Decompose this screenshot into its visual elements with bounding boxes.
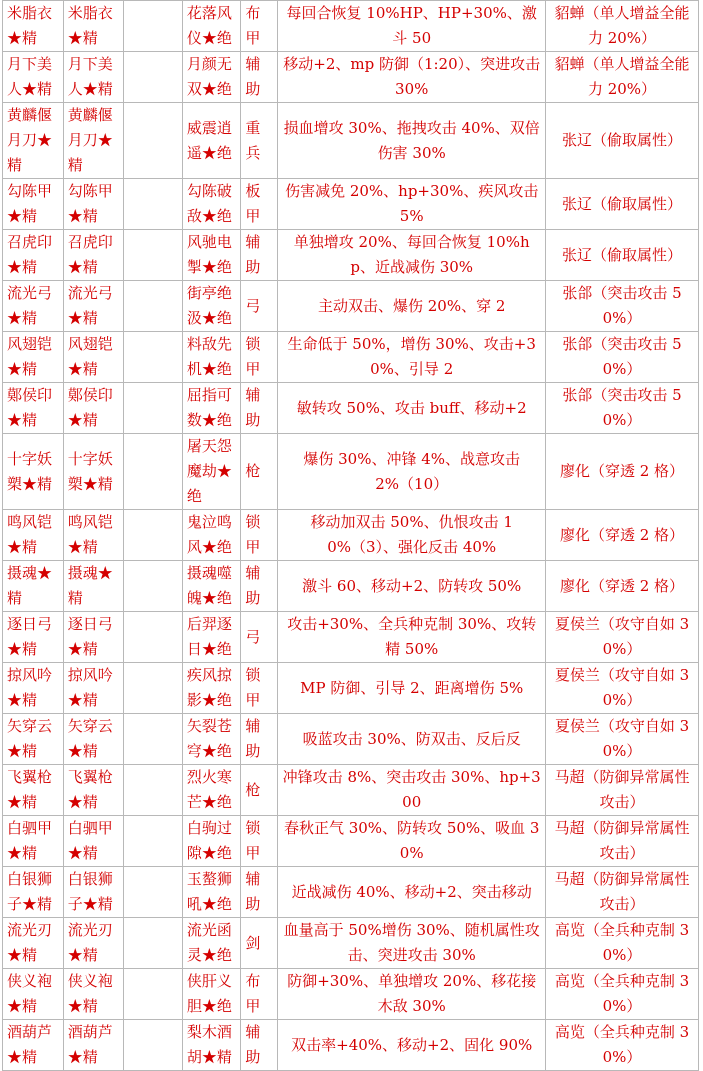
spacer-cell bbox=[124, 230, 182, 281]
equip-name-cell: 掠风吟★精 bbox=[3, 663, 64, 714]
effect-cell: 移动加双击 50%、仇恨攻击 10%（3）、强化反击 40% bbox=[278, 510, 546, 561]
equip-name-alt-cell: 白驷甲★精 bbox=[63, 816, 124, 867]
spacer-cell bbox=[124, 383, 182, 434]
equip-type-cell: 重兵 bbox=[241, 103, 278, 179]
spacer-cell bbox=[124, 663, 182, 714]
table-row bbox=[3, 332, 699, 383]
equip-name-cell: 白驷甲★精 bbox=[3, 816, 64, 867]
equip-name-alt-cell: 白银狮子★精 bbox=[63, 867, 124, 918]
equip-name-cell: 流光刃★精 bbox=[3, 918, 64, 969]
effect-cell: 防御+30%、单独增攻 20%、移花接木敌 30% bbox=[278, 969, 546, 1020]
awakened-name-cell: 花落风仪★绝 bbox=[182, 1, 240, 52]
spacer-cell bbox=[124, 918, 182, 969]
spacer-cell bbox=[124, 1020, 182, 1071]
general-note-cell: 高览（全兵种克制 30%） bbox=[546, 918, 699, 969]
spacer-cell bbox=[124, 867, 182, 918]
spacer-cell bbox=[124, 765, 182, 816]
general-note-cell: 廖化（穿透 2 格） bbox=[546, 561, 699, 612]
equip-name-cell: 摄魂★精 bbox=[3, 561, 64, 612]
equip-type-cell: 剑 bbox=[241, 918, 278, 969]
awakened-name-cell: 月颜无双★绝 bbox=[182, 52, 240, 103]
equip-name-alt-cell: 飞翼枪★精 bbox=[63, 765, 124, 816]
effect-cell: 冲锋攻击 8%、突击攻击 30%、hp+300 bbox=[278, 765, 546, 816]
awakened-name-cell: 疾风掠影★绝 bbox=[182, 663, 240, 714]
effect-cell: MP 防御、引导 2、距离增伤 5% bbox=[278, 663, 546, 714]
general-note-cell: 张辽（偷取属性） bbox=[546, 179, 699, 230]
table-row bbox=[3, 969, 699, 1020]
table-row bbox=[3, 1, 699, 52]
equip-type-cell: 辅助 bbox=[241, 383, 278, 434]
table-row bbox=[3, 867, 699, 918]
equip-name-alt-cell: 酒葫芦★精 bbox=[63, 1020, 124, 1071]
awakened-name-cell: 鬼泣鸣风★绝 bbox=[182, 510, 240, 561]
equip-type-cell: 辅助 bbox=[241, 230, 278, 281]
awakened-name-cell: 摄魂噬魄★绝 bbox=[182, 561, 240, 612]
general-note-cell: 张辽（偷取属性） bbox=[546, 103, 699, 179]
awakened-name-cell: 风驰电掣★绝 bbox=[182, 230, 240, 281]
general-note-cell: 高览（全兵种克制 30%） bbox=[546, 969, 699, 1020]
equip-type-cell: 板甲 bbox=[241, 179, 278, 230]
equip-name-alt-cell: 流光弓★精 bbox=[63, 281, 124, 332]
equip-name-alt-cell: 鸣风铠★精 bbox=[63, 510, 124, 561]
equip-name-alt-cell: 米脂衣★精 bbox=[63, 1, 124, 52]
general-note-cell: 夏侯兰（攻守自如 30%） bbox=[546, 714, 699, 765]
table-row bbox=[3, 103, 699, 179]
general-note-cell: 张郃（突击攻击 50%） bbox=[546, 281, 699, 332]
spacer-cell bbox=[124, 179, 182, 230]
equip-name-alt-cell: 十字妖槊★精 bbox=[63, 434, 124, 510]
spacer-cell bbox=[124, 969, 182, 1020]
effect-cell: 春秋正气 30%、防转攻 50%、吸血 30% bbox=[278, 816, 546, 867]
equip-name-cell: 月下美人★精 bbox=[3, 52, 64, 103]
awakened-name-cell: 侠肝义胆★绝 bbox=[182, 969, 240, 1020]
effect-cell: 近战减伤 40%、移动+2、突击移动 bbox=[278, 867, 546, 918]
awakened-name-cell: 屠天怨魔劫★绝 bbox=[182, 434, 240, 510]
spacer-cell bbox=[124, 1, 182, 52]
equip-name-alt-cell: 召虎印★精 bbox=[63, 230, 124, 281]
equipment-table bbox=[2, 0, 699, 1071]
equip-name-alt-cell: 侠义袍★精 bbox=[63, 969, 124, 1020]
equip-name-alt-cell: 风翅铠★精 bbox=[63, 332, 124, 383]
effect-cell: 单独增攻 20%、每回合恢复 10%hp、近战减伤 30% bbox=[278, 230, 546, 281]
table-row bbox=[3, 663, 699, 714]
general-note-cell: 张郃（突击攻击 50%） bbox=[546, 383, 699, 434]
equip-name-cell: 白银狮子★精 bbox=[3, 867, 64, 918]
general-note-cell: 张郃（突击攻击 50%） bbox=[546, 332, 699, 383]
awakened-name-cell: 白驹过隙★绝 bbox=[182, 816, 240, 867]
awakened-name-cell: 矢裂苍穹★绝 bbox=[182, 714, 240, 765]
table-row bbox=[3, 281, 699, 332]
equip-type-cell: 辅助 bbox=[241, 1020, 278, 1071]
equip-type-cell: 弓 bbox=[241, 281, 278, 332]
equip-type-cell: 枪 bbox=[241, 765, 278, 816]
equip-name-alt-cell: 流光刃★精 bbox=[63, 918, 124, 969]
table-row bbox=[3, 434, 699, 510]
equip-name-cell: 飞翼枪★精 bbox=[3, 765, 64, 816]
equip-type-cell: 辅助 bbox=[241, 561, 278, 612]
general-note-cell: 夏侯兰（攻守自如 30%） bbox=[546, 663, 699, 714]
equip-type-cell: 弓 bbox=[241, 612, 278, 663]
general-note-cell: 貂蝉（单人增益全能力 20%） bbox=[546, 1, 699, 52]
spacer-cell bbox=[124, 434, 182, 510]
awakened-name-cell: 屈指可数★绝 bbox=[182, 383, 240, 434]
equip-type-cell: 枪 bbox=[241, 434, 278, 510]
equip-name-alt-cell: 黄麟偃月刀★精 bbox=[63, 103, 124, 179]
general-note-cell: 廖化（穿透 2 格） bbox=[546, 434, 699, 510]
effect-cell: 每回合恢复 10%HP、HP+30%、激斗 50 bbox=[278, 1, 546, 52]
equip-name-cell: 风翅铠★精 bbox=[3, 332, 64, 383]
equip-type-cell: 布甲 bbox=[241, 1, 278, 52]
table-row bbox=[3, 52, 699, 103]
general-note-cell: 貂蝉（单人增益全能力 20%） bbox=[546, 52, 699, 103]
effect-cell: 主动双击、爆伤 20%、穿 2 bbox=[278, 281, 546, 332]
equip-name-alt-cell: 勾陈甲★精 bbox=[63, 179, 124, 230]
equipment-table-body bbox=[3, 1, 699, 1071]
awakened-name-cell: 街亭绝汲★绝 bbox=[182, 281, 240, 332]
table-row bbox=[3, 918, 699, 969]
equip-name-alt-cell: 掠风吟★精 bbox=[63, 663, 124, 714]
effect-cell: 伤害减免 20%、hp+30%、疾风攻击 5% bbox=[278, 179, 546, 230]
general-note-cell: 马超（防御异常属性攻击） bbox=[546, 765, 699, 816]
awakened-name-cell: 勾陈破敌★绝 bbox=[182, 179, 240, 230]
spacer-cell bbox=[124, 612, 182, 663]
table-row bbox=[3, 612, 699, 663]
table-row bbox=[3, 765, 699, 816]
equip-type-cell: 辅助 bbox=[241, 714, 278, 765]
table-row bbox=[3, 1020, 699, 1071]
awakened-name-cell: 威震逍遥★绝 bbox=[182, 103, 240, 179]
effect-cell: 损血增攻 30%、拖拽攻击 40%、双倍伤害 30% bbox=[278, 103, 546, 179]
spacer-cell bbox=[124, 103, 182, 179]
general-note-cell: 马超（防御异常属性攻击） bbox=[546, 816, 699, 867]
spacer-cell bbox=[124, 561, 182, 612]
spacer-cell bbox=[124, 332, 182, 383]
equip-name-cell: 侠义袍★精 bbox=[3, 969, 64, 1020]
table-row bbox=[3, 816, 699, 867]
effect-cell: 敏转攻 50%、攻击 buff、移动+2 bbox=[278, 383, 546, 434]
effect-cell: 爆伤 30%、冲锋 4%、战意攻击 2%（10） bbox=[278, 434, 546, 510]
general-note-cell: 高览（全兵种克制 30%） bbox=[546, 1020, 699, 1071]
equip-name-cell: 召虎印★精 bbox=[3, 230, 64, 281]
awakened-name-cell: 玉螯狮吼★绝 bbox=[182, 867, 240, 918]
equip-type-cell: 辅助 bbox=[241, 52, 278, 103]
spacer-cell bbox=[124, 714, 182, 765]
awakened-name-cell: 后羿逐日★绝 bbox=[182, 612, 240, 663]
equip-name-cell: 鸣风铠★精 bbox=[3, 510, 64, 561]
equip-type-cell: 锁甲 bbox=[241, 816, 278, 867]
equip-name-cell: 矢穿云★精 bbox=[3, 714, 64, 765]
effect-cell: 血量高于 50%增伤 30%、随机属性攻击、突进攻击 30% bbox=[278, 918, 546, 969]
equip-name-cell: 鄚侯印★精 bbox=[3, 383, 64, 434]
equip-name-alt-cell: 摄魂★精 bbox=[63, 561, 124, 612]
table-row bbox=[3, 179, 699, 230]
awakened-name-cell: 流光函灵★绝 bbox=[182, 918, 240, 969]
effect-cell: 双击率+40%、移动+2、固化 90% bbox=[278, 1020, 546, 1071]
equip-name-cell: 勾陈甲★精 bbox=[3, 179, 64, 230]
effect-cell: 吸蓝攻击 30%、防双击、反后反 bbox=[278, 714, 546, 765]
awakened-name-cell: 烈火寒芒★绝 bbox=[182, 765, 240, 816]
equip-name-cell: 米脂衣★精 bbox=[3, 1, 64, 52]
effect-cell: 激斗 60、移动+2、防转攻 50% bbox=[278, 561, 546, 612]
general-note-cell: 马超（防御异常属性攻击） bbox=[546, 867, 699, 918]
table-row bbox=[3, 230, 699, 281]
general-note-cell: 廖化（穿透 2 格） bbox=[546, 510, 699, 561]
spacer-cell bbox=[124, 816, 182, 867]
awakened-name-cell: 梨木酒胡★精 bbox=[182, 1020, 240, 1071]
general-note-cell: 夏侯兰（攻守自如 30%） bbox=[546, 612, 699, 663]
equip-name-cell: 十字妖槊★精 bbox=[3, 434, 64, 510]
equip-type-cell: 锁甲 bbox=[241, 510, 278, 561]
table-row bbox=[3, 561, 699, 612]
spacer-cell bbox=[124, 52, 182, 103]
equip-type-cell: 布甲 bbox=[241, 969, 278, 1020]
equip-name-alt-cell: 矢穿云★精 bbox=[63, 714, 124, 765]
spacer-cell bbox=[124, 281, 182, 332]
equip-name-cell: 酒葫芦★精 bbox=[3, 1020, 64, 1071]
table-row bbox=[3, 510, 699, 561]
effect-cell: 攻击+30%、全兵种克制 30%、攻转精 50% bbox=[278, 612, 546, 663]
equip-name-alt-cell: 月下美人★精 bbox=[63, 52, 124, 103]
equip-name-alt-cell: 逐日弓★精 bbox=[63, 612, 124, 663]
equip-type-cell: 锁甲 bbox=[241, 663, 278, 714]
equip-name-cell: 流光弓★精 bbox=[3, 281, 64, 332]
equip-type-cell: 锁甲 bbox=[241, 332, 278, 383]
equip-name-cell: 逐日弓★精 bbox=[3, 612, 64, 663]
awakened-name-cell: 料敌先机★绝 bbox=[182, 332, 240, 383]
spacer-cell bbox=[124, 510, 182, 561]
effect-cell: 移动+2、mp 防御（1:20）、突进攻击 30% bbox=[278, 52, 546, 103]
table-row bbox=[3, 383, 699, 434]
table-row bbox=[3, 714, 699, 765]
effect-cell: 生命低于 50%，增伤 30%、攻击+30%、引导 2 bbox=[278, 332, 546, 383]
equip-name-cell: 黄麟偃月刀★精 bbox=[3, 103, 64, 179]
general-note-cell: 张辽（偷取属性） bbox=[546, 230, 699, 281]
equip-name-alt-cell: 鄚侯印★精 bbox=[63, 383, 124, 434]
equip-type-cell: 辅助 bbox=[241, 867, 278, 918]
